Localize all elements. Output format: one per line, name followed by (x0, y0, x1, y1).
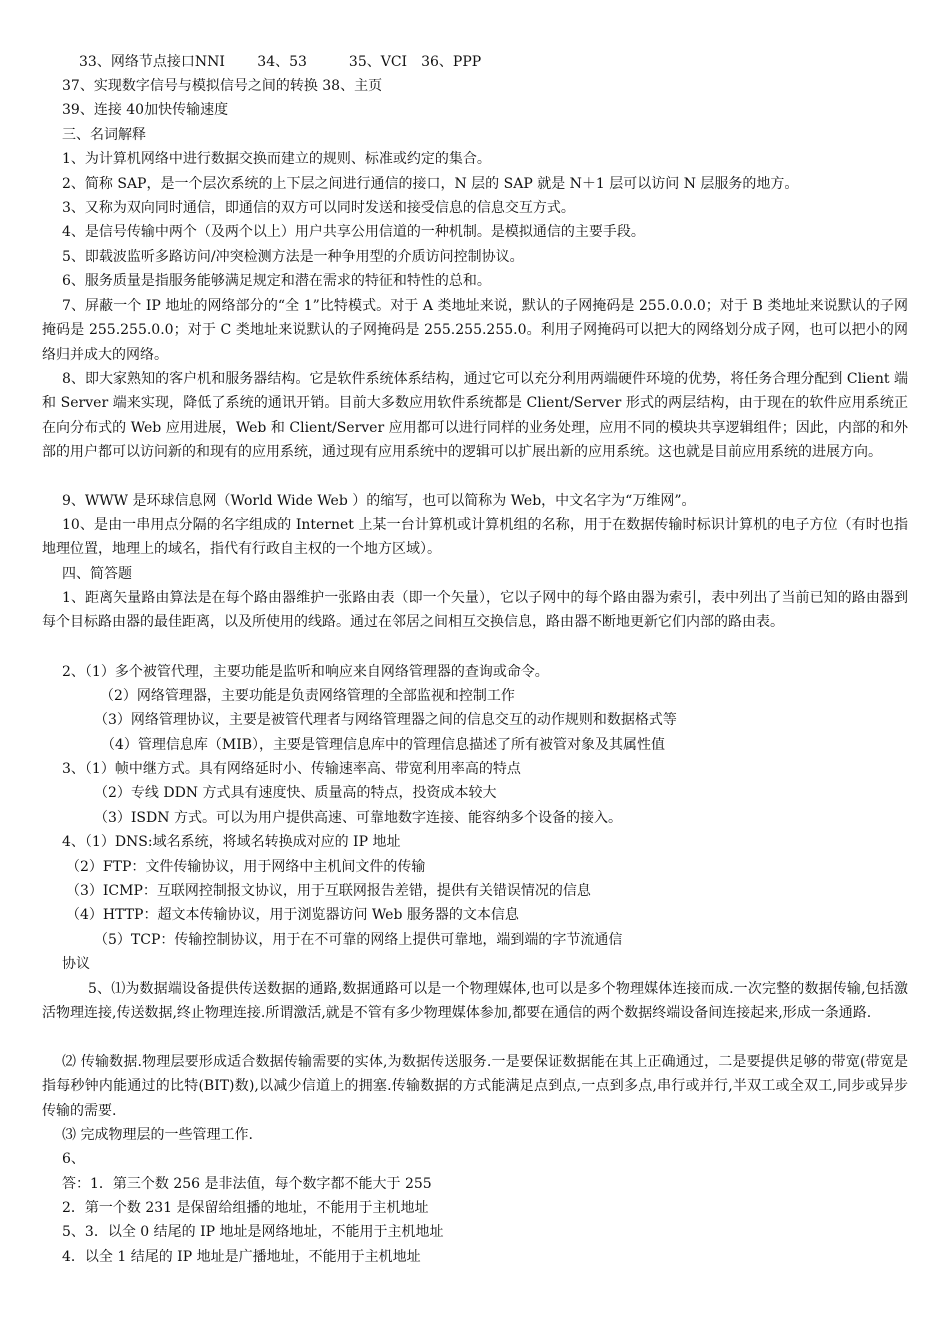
answer-3-item-3: （3）ISDN 方式。可以为用户提供高速、可靠地数字连接、能容纳多个设备的接入。 (94, 810, 622, 826)
answer-line-33-36: 33、网络节点接口NNI 34、53 35、VCI 36、PPP (79, 54, 482, 70)
answer-6-point-2: 2．第一个数 231 是保留给组播的地址，不能用于主机地址 (62, 1200, 429, 1216)
answer-2-item-1: 2、（1）多个被管代理，主要功能是监听和响应来自网络管理器的查询或命令。 (62, 664, 549, 680)
answer-4-item-5-wrap: 协议 (62, 956, 90, 972)
answer-4-item-2: （2）FTP：文件传输协议，用于网络中主机间文件的传输 (66, 859, 426, 875)
answer-1: 1、距离矢量路由算法是在每个路由器维护一张路由表（即一个矢量），它以子网中的每个路由器为索引，表中列出了当前已知的路由器到每个目标路由器的最佳距离，以及所使用的线路。通过在邻居之间相互交换信息，路由器不断地更新它们内部的路由表。 (42, 590, 908, 631)
answer-6-point-4: 4．以全 1 结尾的 IP 地址是广播地址，不能用于主机地址 (62, 1249, 421, 1265)
answer-4-item-4: （4）HTTP：超文本传输协议，用于浏览器访问 Web 服务器的文本信息 (66, 907, 519, 923)
section-heading-terms: 三、名词解释 (62, 127, 146, 143)
answer-5-item-1: 5、⑴为数据端设备提供传送数据的通路,数据通路可以是一个物理媒体,也可以是多个物理媒体连接而成.一次完整的数据传输,包括激活物理连接,传送数据,终止物理连接.所谓激活,就是不管有多少物理媒体参加,都要在通信的两个数据终端设备间连接起来,形成一条通路. (42, 981, 908, 1022)
answer-5-item-2: ⑵ 传输数据.物理层要形成适合数据传输需要的实体,为数据传送服务.一是要保证数据能在其上正确通过，二是要提供足够的带宽(带宽是指每秒钟内能通过的比特(BIT)数),以减少信道上的拥塞.传输数据的方式能满足点到点,一点到多点,串行或并行,半双工或全双工,同步或异步传输的需要. (42, 1054, 908, 1119)
term-4: 4、是信号传输中两个（及两个以上）用户共享公用信道的一种机制。是模拟通信的主要手段。 (62, 224, 645, 240)
section-heading-short-answers: 四、简答题 (62, 566, 132, 582)
answer-3-item-2: （2）专线 DDN 方式具有速度快、质量高的特点，投资成本较大 (94, 785, 497, 801)
answer-2-item-3: （3）网络管理协议，主要是被管代理者与网络管理器之间的信息交互的动作规则和数据格式等 (94, 712, 677, 728)
answer-4-item-3: （3）ICMP：互联网控制报文协议，用于互联网报告差错，提供有关错误情况的信息 (66, 883, 591, 899)
term-7: 7、屏蔽一个 IP 地址的网络部分的“全 1”比特模式。对于 A 类地址来说，默认的子网掩码是 255.0.0.0；对于 B 类地址来说默认的子网掩码是 255.255.0.0；对于 C 类地址来说默认的子网掩码是 255.255.255.0。利用子网掩码可以把大的网络划分成子网，也可以把小的网络归并成大的网络。 (42, 298, 908, 363)
answer-4-item-1: 4、（1）DNS:域名系统，将域名转换成对应的 IP 地址 (62, 834, 401, 850)
answer-6-label: 6、 (62, 1151, 85, 1167)
term-5: 5、即载波监听多路访问/冲突检测方法是一种争用型的介质访问控制协议。 (62, 249, 524, 265)
answer-6-point-3: 5、3．以全 0 结尾的 IP 地址是网络地址，不能用于主机地址 (62, 1224, 444, 1240)
term-2: 2、简称 SAP，是一个层次系统的上下层之间进行通信的接口，N 层的 SAP 就是 N＋1 层可以访问 N 层服务的地方。 (62, 176, 799, 192)
answer-3-item-1: 3、（1）帧中继方式。具有网络延时小、传输速率高、带宽利用率高的特点 (62, 761, 521, 777)
term-8: 8、即大家熟知的客户机和服务器结构。它是软件系统体系结构，通过它可以充分利用两端硬件环境的优势，将任务合理分配到 Client 端和 Server 端来实现，降低了系统的通讯开销。目前大多数应用软件系统都是 Client/Server 形式的两层结构，由于现在的软件应用系统正在向分布式的 Web 应用进展，Web 和 Client/Server 应用都可以进行同样的业务处理，应用不同的模块共享逻辑组件；因此，内部的和外部的用户都可以访问新的和现有的应用系统，通过现有应用系统中的逻辑可以扩展出新的应用系统。这也就是目前应用系统的进展方向。 (42, 371, 908, 460)
answer-2-item-2: （2）网络管理器，主要功能是负责网络管理的全部监视和控制工作 (100, 688, 515, 704)
answer-5-item-3: ⑶ 完成物理层的一些管理工作. (62, 1127, 253, 1143)
answer-2-item-4: （4）管理信息库（MIB），主要是管理信息库中的管理信息描述了所有被管对象及其属性值 (101, 737, 666, 753)
term-10: 10、是由一串用点分隔的名字组成的 Internet 上某一台计算机或计算机组的名称，用于在数据传输时标识计算机的电子方位（有时也指地理位置，地理上的域名，指代有行政自主权的一个地方区域）。 (42, 517, 908, 558)
answer-line-37-38: 37、实现数字信号与模拟信号之间的转换 38、主页 (62, 78, 383, 94)
answer-6-point-1: 答：1．第三个数 256 是非法值，每个数字都不能大于 255 (62, 1176, 432, 1192)
term-6: 6、服务质量是指服务能够满足规定和潜在需求的特征和特性的总和。 (62, 273, 491, 289)
answer-4-item-5: （5）TCP：传输控制协议，用于在不可靠的网络上提供可靠地，端到端的字节流通信 (94, 932, 623, 948)
term-9: 9、WWW 是环球信息网（World Wide Web ）的缩写，也可以简称为 Web，中文名字为“万维网”。 (62, 493, 696, 509)
answer-line-39-40: 39、连接 40加快传输速度 (62, 102, 229, 118)
term-1: 1、为计算机网络中进行数据交换而建立的规则、标准或约定的集合。 (62, 151, 491, 167)
term-3: 3、又称为双向同时通信，即通信的双方可以同时发送和接受信息的信息交互方式。 (62, 200, 575, 216)
